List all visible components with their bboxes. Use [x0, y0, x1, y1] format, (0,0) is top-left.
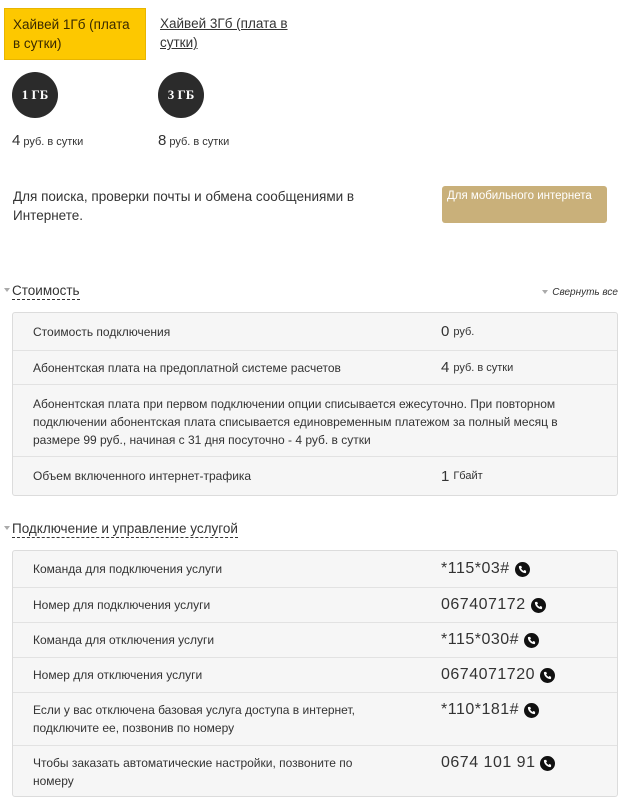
- volume-badge: 3 ГБ: [158, 72, 204, 118]
- row-value: [441, 754, 555, 772]
- phone-icon[interactable]: [540, 756, 555, 771]
- row-label: Если у вас отключена базовая услуга доступа в интернет, подключите ее, позвонив по номеру: [33, 703, 355, 735]
- row-label: Команда для подключения услуги: [33, 562, 223, 576]
- row-value: [441, 701, 539, 719]
- plan-3gb: [158, 72, 288, 149]
- section-title-management[interactable]: Подключение и управление услугой: [12, 521, 238, 536]
- value-number: 1: [441, 467, 450, 485]
- price-unit: руб. в сутки: [23, 136, 84, 148]
- row-label: Номер для отключения услуги: [33, 668, 203, 682]
- tariff-tabs: [4, 8, 310, 60]
- row-note: Абонентская плата при первом подключении опции списывается ежесуточно. При повторном подключении абонентская плата списывается единовременным платежом за полный месяц в размере 99 руб., начиная с 31 дня посуточно - 4 руб. в сутки: [33, 397, 558, 447]
- tariff-description: Для поиска, проверки почты и обмена сообщениями в Интернете.: [13, 189, 355, 223]
- row-label: Чтобы заказать автоматические настройки, позвоните по номеру: [33, 756, 353, 788]
- section-title-cost[interactable]: Стоимость: [12, 283, 80, 298]
- tab-highway-1gb[interactable]: Хайвей 1Гб (плата в сутки): [4, 8, 146, 60]
- value-unit: руб. в сутки: [453, 361, 514, 374]
- row-label: Стоимость подключения: [33, 324, 171, 339]
- management-table: [12, 550, 618, 797]
- row-value: [441, 313, 474, 350]
- phone-icon[interactable]: [524, 633, 539, 648]
- table-row: [13, 457, 617, 495]
- phone-icon[interactable]: [515, 562, 530, 577]
- volume-badge: 1 ГБ: [12, 72, 58, 118]
- ussd-code: *115*03#: [441, 560, 510, 577]
- cost-table: [12, 312, 618, 496]
- plan-price: [158, 132, 288, 149]
- table-row: [13, 746, 617, 796]
- row-label: Команда для отключения услуги: [33, 633, 215, 647]
- ussd-code: *115*030#: [441, 631, 520, 648]
- row-value: [441, 588, 546, 622]
- table-row: [13, 623, 617, 658]
- table-row: [13, 351, 617, 385]
- category-badge: Для мобильного интернета: [442, 186, 607, 223]
- phone-icon[interactable]: [540, 668, 555, 683]
- collapse-all-link[interactable]: Свернуть все: [542, 287, 618, 298]
- value-unit: Гбайт: [453, 470, 483, 482]
- phone-icon[interactable]: [524, 703, 539, 718]
- phone-number: 0674071720: [441, 666, 535, 683]
- phone-number: 067407172: [441, 596, 526, 613]
- value-number: 0: [441, 323, 450, 340]
- row-value: [441, 457, 483, 495]
- table-row: [13, 385, 617, 457]
- row-value: [441, 658, 555, 692]
- phone-icon[interactable]: [531, 598, 546, 613]
- table-row: [13, 551, 617, 588]
- table-row: [13, 658, 617, 693]
- value-number: 4: [441, 359, 450, 376]
- row-value: [441, 623, 539, 657]
- ussd-code: *110*181#: [441, 701, 520, 718]
- row-value: [441, 351, 513, 384]
- tab-highway-3gb[interactable]: Хайвей 3Гб (плата в сутки): [160, 16, 288, 50]
- table-row: [13, 588, 617, 623]
- row-label: Объем включенного интернет-трафика: [33, 469, 252, 483]
- table-row: [13, 313, 617, 351]
- row-label: Номер для подключения услуги: [33, 598, 211, 612]
- price-value: 4: [12, 132, 21, 149]
- table-row: [13, 693, 617, 746]
- row-label: Абонентская плата на предоплатной системе расчетов: [33, 360, 341, 375]
- phone-number: 0674 101 91: [441, 754, 536, 771]
- price-unit: руб. в сутки: [169, 136, 230, 148]
- price-value: 8: [158, 132, 167, 149]
- plan-1gb: [12, 72, 142, 149]
- row-value: [441, 551, 530, 587]
- plan-price: [12, 132, 142, 149]
- value-unit: руб.: [453, 325, 475, 338]
